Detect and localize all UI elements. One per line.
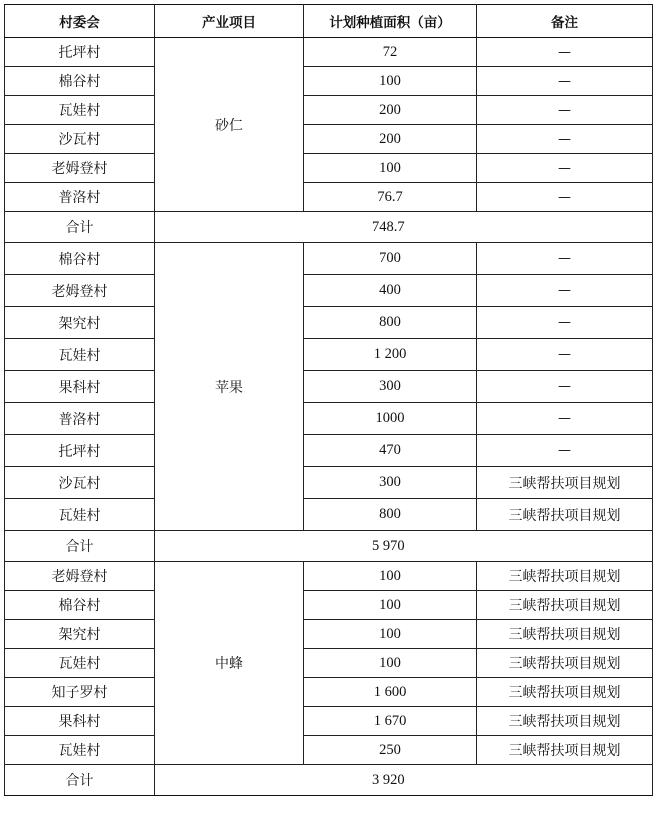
header-project: 产业项目 <box>155 5 304 38</box>
table-row <box>5 154 653 183</box>
table-row <box>5 562 653 591</box>
table-row <box>5 125 653 154</box>
total-value: 748.7 <box>155 212 653 243</box>
area-cell: 800 <box>304 499 477 531</box>
village-cell: 普洛村 <box>5 403 155 435</box>
header-row <box>5 5 653 38</box>
village-cell: 知子罗村 <box>5 678 155 707</box>
total-row <box>5 765 653 796</box>
note-cell: 三峡帮扶项目规划 <box>477 707 653 736</box>
note-cell: — <box>477 243 653 275</box>
table-row <box>5 96 653 125</box>
table-row <box>5 499 653 531</box>
note-cell: — <box>477 96 653 125</box>
total-value: 3 920 <box>155 765 653 796</box>
total-row <box>5 531 653 562</box>
table-row <box>5 707 653 736</box>
header-area: 计划种植面积（亩） <box>304 5 477 38</box>
note-cell: 三峡帮扶项目规划 <box>477 620 653 649</box>
table-row <box>5 678 653 707</box>
village-cell: 瓦娃村 <box>5 736 155 765</box>
table-row <box>5 371 653 403</box>
village-cell: 棉谷村 <box>5 243 155 275</box>
note-cell: — <box>477 154 653 183</box>
table-row <box>5 183 653 212</box>
table-row <box>5 736 653 765</box>
area-cell: 100 <box>304 649 477 678</box>
note-cell: — <box>477 125 653 154</box>
area-cell: 76.7 <box>304 183 477 212</box>
area-cell: 1 670 <box>304 707 477 736</box>
village-cell: 瓦娃村 <box>5 499 155 531</box>
note-cell: — <box>477 275 653 307</box>
village-cell: 沙瓦村 <box>5 125 155 154</box>
village-cell: 老姆登村 <box>5 275 155 307</box>
table-row <box>5 275 653 307</box>
table-row <box>5 591 653 620</box>
village-cell: 托坪村 <box>5 435 155 467</box>
note-cell: — <box>477 371 653 403</box>
table-row <box>5 67 653 96</box>
village-cell: 瓦娃村 <box>5 649 155 678</box>
area-cell: 100 <box>304 67 477 96</box>
note-cell: — <box>477 307 653 339</box>
village-cell: 沙瓦村 <box>5 467 155 499</box>
area-cell: 200 <box>304 96 477 125</box>
village-cell: 架究村 <box>5 620 155 649</box>
area-cell: 300 <box>304 371 477 403</box>
total-row <box>5 212 653 243</box>
area-cell: 1 200 <box>304 339 477 371</box>
area-cell: 800 <box>304 307 477 339</box>
project-cell: 中蜂 <box>155 562 304 765</box>
village-cell: 瓦娃村 <box>5 339 155 371</box>
village-cell: 果科村 <box>5 707 155 736</box>
area-cell: 100 <box>304 154 477 183</box>
village-cell: 普洛村 <box>5 183 155 212</box>
village-cell: 架究村 <box>5 307 155 339</box>
note-cell: 三峡帮扶项目规划 <box>477 499 653 531</box>
village-cell: 老姆登村 <box>5 562 155 591</box>
area-cell: 250 <box>304 736 477 765</box>
area-cell: 72 <box>304 38 477 67</box>
area-cell: 1 600 <box>304 678 477 707</box>
village-cell: 老姆登村 <box>5 154 155 183</box>
area-cell: 400 <box>304 275 477 307</box>
area-cell: 1000 <box>304 403 477 435</box>
planting-plan-table <box>4 4 653 796</box>
note-cell: — <box>477 38 653 67</box>
table-row <box>5 403 653 435</box>
table-row <box>5 243 653 275</box>
header-village: 村委会 <box>5 5 155 38</box>
note-cell: 三峡帮扶项目规划 <box>477 649 653 678</box>
village-cell: 瓦娃村 <box>5 96 155 125</box>
village-cell: 棉谷村 <box>5 591 155 620</box>
project-cell: 苹果 <box>155 243 304 531</box>
note-cell: — <box>477 183 653 212</box>
village-cell: 棉谷村 <box>5 67 155 96</box>
note-cell: — <box>477 339 653 371</box>
project-cell: 砂仁 <box>155 38 304 212</box>
note-cell: 三峡帮扶项目规划 <box>477 562 653 591</box>
area-cell: 100 <box>304 562 477 591</box>
table-row <box>5 435 653 467</box>
header-note: 备注 <box>477 5 653 38</box>
note-cell: — <box>477 403 653 435</box>
table-body <box>5 38 653 796</box>
table-row <box>5 307 653 339</box>
note-cell: — <box>477 435 653 467</box>
area-cell: 100 <box>304 620 477 649</box>
table-row <box>5 649 653 678</box>
total-label: 合计 <box>5 531 155 562</box>
total-label: 合计 <box>5 765 155 796</box>
area-cell: 200 <box>304 125 477 154</box>
note-cell: 三峡帮扶项目规划 <box>477 591 653 620</box>
note-cell: 三峡帮扶项目规划 <box>477 736 653 765</box>
total-label: 合计 <box>5 212 155 243</box>
area-cell: 300 <box>304 467 477 499</box>
table-row <box>5 339 653 371</box>
area-cell: 100 <box>304 591 477 620</box>
area-cell: 700 <box>304 243 477 275</box>
area-cell: 470 <box>304 435 477 467</box>
table-row <box>5 620 653 649</box>
total-value: 5 970 <box>155 531 653 562</box>
note-cell: — <box>477 67 653 96</box>
village-cell: 托坪村 <box>5 38 155 67</box>
note-cell: 三峡帮扶项目规划 <box>477 467 653 499</box>
table-row <box>5 38 653 67</box>
table-row <box>5 467 653 499</box>
village-cell: 果科村 <box>5 371 155 403</box>
note-cell: 三峡帮扶项目规划 <box>477 678 653 707</box>
